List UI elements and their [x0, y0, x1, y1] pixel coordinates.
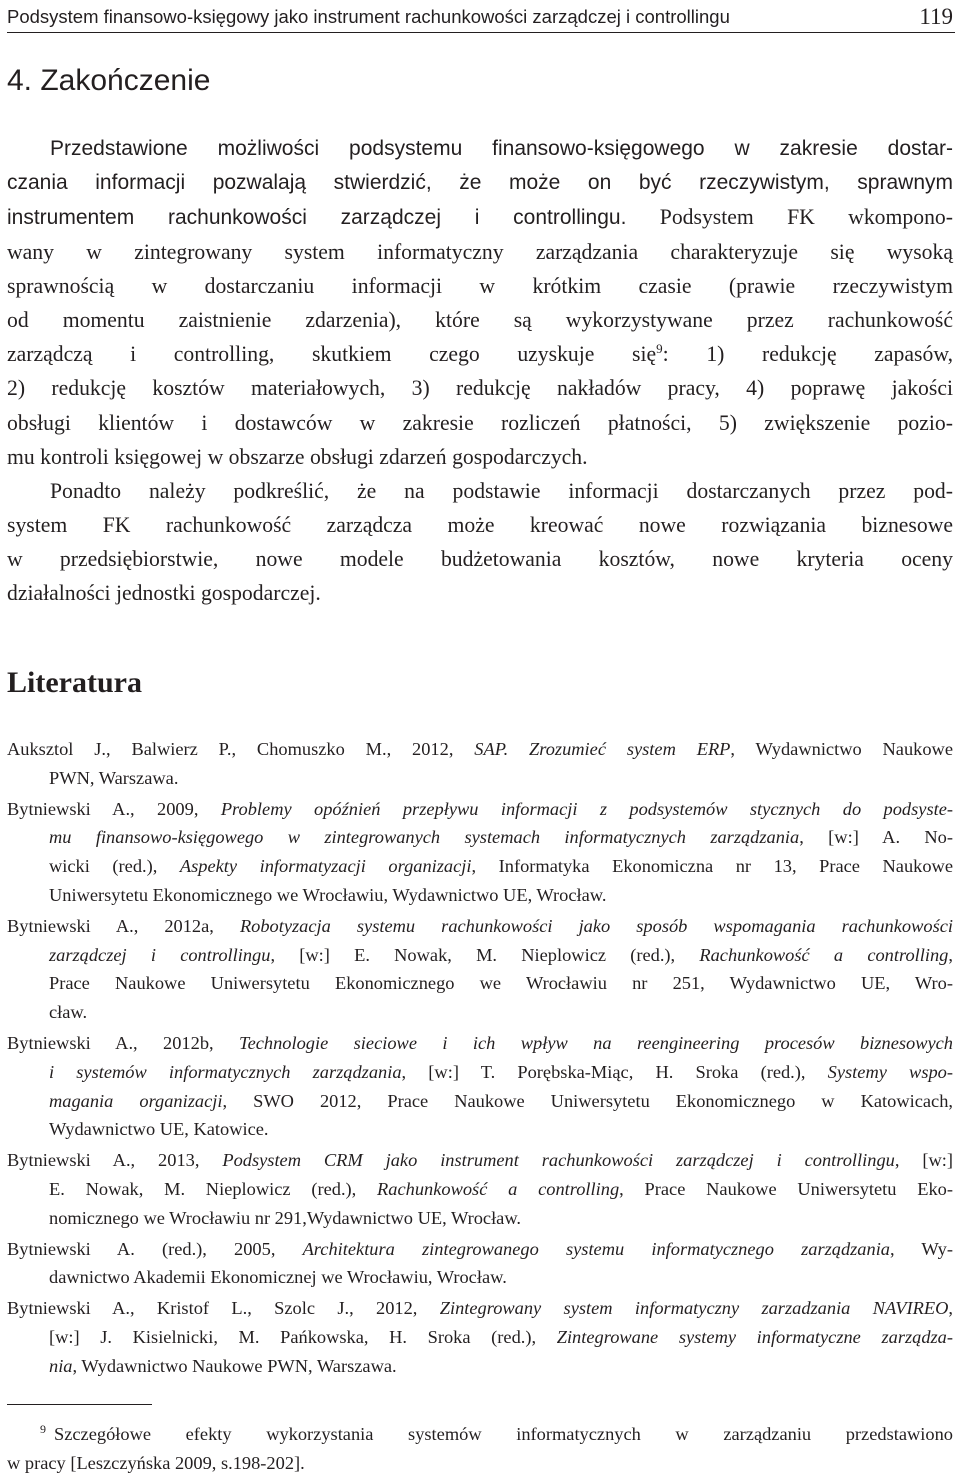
text-line: sprawnością w dostarczaniu informacji w krótkim czasie (prawie rzeczywistym [7, 273, 953, 298]
reference-entry [7, 1294, 953, 1380]
reference-entry [7, 1029, 953, 1144]
ref-title: zarządczej i controllingu [49, 944, 271, 965]
text-line [7, 200, 953, 234]
text-line: działalności jednostki gospodarczej. [7, 581, 321, 606]
text-line: obsługi klientów i dostawców w zakresie rozliczeń płatności, 5) zwiększenie pozio- [7, 410, 953, 435]
text-segment: , [948, 944, 953, 965]
reference-entry [7, 1146, 953, 1232]
ref-title: magania organizacji [49, 1090, 223, 1111]
reference-list [7, 735, 953, 1383]
ref-line [7, 1352, 953, 1381]
text-segment: Bytniewski A., 2012b, [7, 1032, 240, 1053]
reference-entry [7, 795, 953, 910]
text-segment: , [w:] T. Porębska-Miąc, H. Sroka (red.), [401, 1061, 828, 1082]
ref-title: nia [49, 1355, 73, 1376]
text-line: Przedstawione możliwości podsystemu finansowo-księgowego w zakresie dostar- [50, 137, 953, 160]
body-text [7, 132, 953, 611]
ref-title: Robotyzacja systemu rachunkowości jako sposób wspomagania rachunkowości [239, 915, 953, 936]
ref-line [7, 852, 953, 881]
text-segment: , [w:] E. Nowak, M. Nieplowicz (red.), [270, 944, 700, 965]
text-line: mu kontroli księgowej w obszarze obsługi zdarzeń gospodarczych. [7, 444, 588, 469]
text-segment: Auksztol J., Balwierz P., Chomuszko M., 2012, [7, 739, 475, 759]
ref-title: Zintegrowany system informatyczny zarzadzania NAVIREO [439, 1298, 949, 1319]
text-segment: , Wydawnictwo Naukowe [730, 739, 954, 759]
ref-line: Prace Naukowe Uniwersytetu Ekonomicznego we Wrocławiu nr 251, Wydawnictwo UE, Wro- [49, 973, 953, 994]
ref-line [7, 1146, 953, 1175]
ref-title: Rachunkowość a controlling [377, 1178, 620, 1199]
page-number: 119 [919, 4, 953, 29]
text-segment: , Wydawnictwo Naukowe PWN, Warszawa. [72, 1355, 397, 1376]
text-segment: , Prace Naukowe Uniwersytetu Eko- [619, 1178, 953, 1199]
ref-line [7, 1029, 953, 1058]
ref-line [7, 1323, 953, 1352]
text-segment: Szczegółowe efekty wykorzystania systemów informatycznych w zarządzaniu przedstawiono [54, 1424, 953, 1444]
text-segment: Bytniewski A., 2012a, [7, 915, 240, 936]
footnote [7, 1420, 953, 1478]
text-segment: Bytniewski A. (red.), 2005, [7, 1238, 303, 1259]
text-segment: instrumentem rachunkowości zarządczej i controllingu. [7, 206, 627, 230]
ref-line [7, 1175, 953, 1204]
ref-line [7, 795, 953, 824]
ref-line: cław. [49, 1002, 88, 1023]
text-line: system FK rachunkowość zarządcza może kreować nowe rozwiązania biznesowe [7, 513, 953, 538]
text-segment: , SWO 2012, Prace Naukowe Uniwersytetu Ekonomicznego w Katowicach, [222, 1090, 953, 1111]
text-line: Ponadto należy podkreślić, że na podstawie informacji dostarczanych przez pod- [50, 478, 953, 503]
ref-line [7, 1087, 953, 1116]
ref-line [7, 1058, 953, 1087]
ref-line [7, 1235, 953, 1264]
text-segment: : 1) redukcję zapasów, [662, 342, 953, 367]
ref-title: mu finansowo-księgowego w zintegrowanych systemach informatycznych zarządzania [49, 827, 800, 848]
ref-title: Rachunkowość a controlling [699, 944, 949, 965]
document-page [7, 0, 955, 1479]
ref-title: Zintegrowane systemy informatyczne zarządza- [556, 1326, 953, 1347]
text-segment: wicki (red.), [49, 856, 180, 877]
text-segment: , [w:] A. No- [799, 827, 953, 848]
footnote-reference[interactable]: 9 [656, 340, 663, 356]
text-segment: E. Nowak, M. Nieplowicz (red.), [49, 1178, 378, 1199]
text-line: 2) redukcję kosztów materiałowych, 3) redukcję nakładów pracy, 4) poprawę jakości [7, 376, 953, 401]
text-line: wany w zintegrowany system informatyczny zarządzania charakteryzuje się wysoką [7, 239, 953, 264]
reference-entry [7, 735, 953, 793]
text-segment: Bytniewski A., 2013, [7, 1150, 223, 1171]
text-segment: , [948, 1298, 954, 1319]
literature-heading: Literatura [7, 666, 142, 699]
ref-line [7, 941, 953, 970]
text-segment: , Informatyka Ekonomiczna nr 13, Prace Naukowe [471, 856, 953, 877]
ref-title: Systemy wspo- [827, 1061, 953, 1082]
text-segment: Bytniewski A., Kristof L., Szolc J., 2012, [7, 1298, 440, 1319]
text-line: czania informacji pozwalają stwierdzić, że może on być rzeczywistym, sprawnym [7, 171, 953, 195]
footnote-line [7, 1420, 953, 1449]
footnote-divider [7, 1404, 152, 1405]
ref-title: Aspekty informatyzacji organizacji [179, 856, 472, 877]
ref-title: Technologie sieciowe i ich wpływ na reengineering procesów biznesowych [239, 1032, 953, 1053]
footnote-line: w pracy [Leszczyńska 2009, s.198-202]. [7, 1453, 305, 1473]
text-line: w przedsiębiorstwie, nowe modele budżetowania kosztów, nowe kryteria oceny [7, 547, 953, 572]
ref-line: Uniwersytetu Ekonomicznego we Wrocławiu, Wydawnictwo UE, Wrocław. [49, 884, 607, 905]
ref-title: SAP. Zrozumieć system ERP [474, 739, 731, 759]
ref-line: Wydawnictwo UE, Katowice. [49, 1119, 269, 1140]
text-line [7, 337, 953, 371]
ref-line [7, 823, 953, 852]
reference-entry [7, 912, 953, 1027]
ref-line: nomicznego we Wrocławiu nr 291,Wydawnictwo UE, Wrocław. [49, 1207, 522, 1228]
ref-title: Podsystem CRM jako instrument rachunkowości zarządczej i controllingu [222, 1150, 895, 1171]
text-line: od momentu zaistnienie zdarzenia), które są wykorzystywane przez rachunkowość [7, 307, 953, 332]
text-segment: , [w:] [894, 1150, 953, 1171]
ref-title: Problemy opóźnień przepływu informacji z podsystemów stycznych do podsyste- [220, 798, 954, 819]
ref-line [7, 912, 953, 941]
text-segment: Bytniewski A., 2009, [7, 798, 221, 819]
text-segment: , Wy- [890, 1238, 953, 1259]
ref-line: PWN, Warszawa. [49, 767, 179, 788]
ref-line [7, 1294, 953, 1323]
text-segment: zarządczą i controlling, skutkiem czego uzyskuje się [7, 342, 657, 367]
ref-line: dawnictwo Akademii Ekonomicznej we Wrocławiu, Wrocław. [49, 1267, 507, 1288]
section-heading: 4. Zakończenie [7, 64, 211, 97]
text-segment: [w:] J. Kisielnicki, M. Pańkowska, H. Sroka (red.), [49, 1326, 557, 1347]
reference-entry [7, 1235, 953, 1293]
footnote-mark: 9 [40, 1421, 46, 1436]
running-head [7, 4, 955, 33]
ref-title: i systemów informatycznych zarządzania [49, 1061, 402, 1082]
ref-title: Architektura zintegrowanego systemu informatycznego zarządzania [302, 1238, 890, 1259]
ref-line [7, 735, 953, 764]
text-segment: Podsystem FK wkompono- [626, 205, 953, 230]
running-head-title: Podsystem finansowo-księgowy jako instrument rachunkowości zarządczej i controllingu [7, 6, 730, 27]
